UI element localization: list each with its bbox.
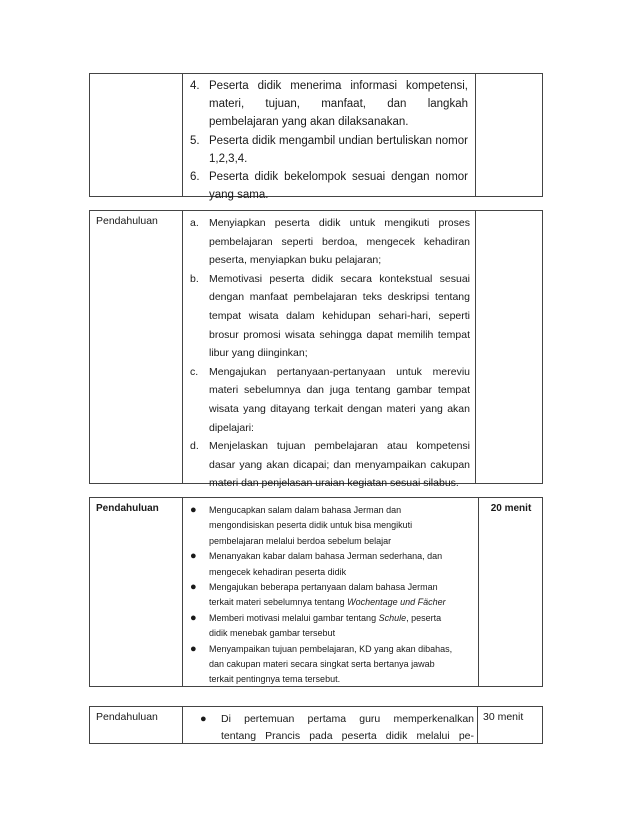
list-item: ● Memberi motivasi melalui gambar tentang Schule, peserta didik menebak gambar tersebut [190,611,442,639]
column-divider [182,498,183,686]
list-item: 6. Peserta didik bekelompok sesuai dengan nomor yang sama. [190,171,468,202]
bullet-icon: ● [200,713,207,725]
list-item: ● Menanyakan kabar dalam bahasa Jerman sederhana, dan mengecek kehadiran peserta didik [190,550,443,577]
list-item: 5. Peserta didik mengambil undian bertuliskan nomor 1,2,3,4. [190,134,468,165]
column-divider [475,211,476,483]
table-pendahuluan-a [89,210,543,490]
column-divider [182,74,183,196]
column-divider [182,211,183,483]
table-pendahuluan-b [89,497,543,687]
duration-label: 30 menit [483,711,524,723]
list-item: b. Memotivasi peserta didik secara kontekstual sesuai dengan manfaat pembelajaran teks deskripsi tentang tempat wisata dalam kehidupan sehari-hari, seperti brosur promosi wisata sehingga dapat memilih tempat libur yang diinginkan; [190,272,470,360]
table-pendahuluan-c [89,706,543,744]
section-label: Pendahuluan [96,711,158,723]
column-divider [477,707,478,743]
list-item: c. Mengajukan pertanyaan-pertanyaan untuk mereviu materi sebelumnya dan juga tentang gambar tempat wisata yang ditayang terkait dengan materi yang akan dipelajari: [190,365,470,434]
list-item: ● Mengucapkan salam dalam bahasa Jerman dan mengondisiskan peserta didik untuk bisa mengikuti pembelajaran melalui berdoa sebelum belajar [190,504,413,546]
steps-cell [190,77,468,204]
list-item: ● Di pertemuan pertama guru memperkenalkan tentang Prancis pada peserta didik melalui pe- [200,713,474,742]
list-item: ● Menyampaikan tujuan pembelajaran, KD yang akan dibahas, dan cakupan materi secara singkat serta bertanya jawab terkait pentingnya tema tersebut. [190,642,453,685]
activities-cell [200,711,474,745]
column-divider [182,707,183,743]
duration-label: 20 menit [490,503,532,514]
table-steps-continued [89,73,543,202]
list-item: d. Menjelaskan tujuan pembelajaran atau kompetensi dasar yang akan dicapai; dan menyampaikan cakupan materi dan penjelasan uraian kegiatan sesuai silabus. [190,440,470,490]
bullet-icon: ● [190,550,197,563]
section-label: Pendahuluan [96,503,159,514]
section-label: Pendahuluan [96,215,158,227]
list-item: ● Mengajukan beberapa pertanyaan dalam bahasa Jerman terkait materi sebelumnya tentang Wochentage und Fächer [190,581,446,608]
bullet-icon: ● [190,611,197,624]
activities-cell [190,503,476,688]
column-divider [478,498,479,686]
list-item: a. Menyiapkan peserta didik untuk mengikuti proses pembelajaran seperti berdoa, mengecek kehadiran peserta, menyiapkan buku pelajaran; [190,217,470,267]
bullet-icon: ● [190,504,197,516]
list-item: 4. Peserta didik menerima informasi kompetensi, materi, tujuan, manfaat, dan langkah pembelajaran yang akan dilaksanakan. [190,80,468,129]
bullet-icon: ● [190,581,197,594]
column-divider [475,74,476,196]
bullet-icon: ● [190,642,197,655]
activities-cell [190,214,470,493]
